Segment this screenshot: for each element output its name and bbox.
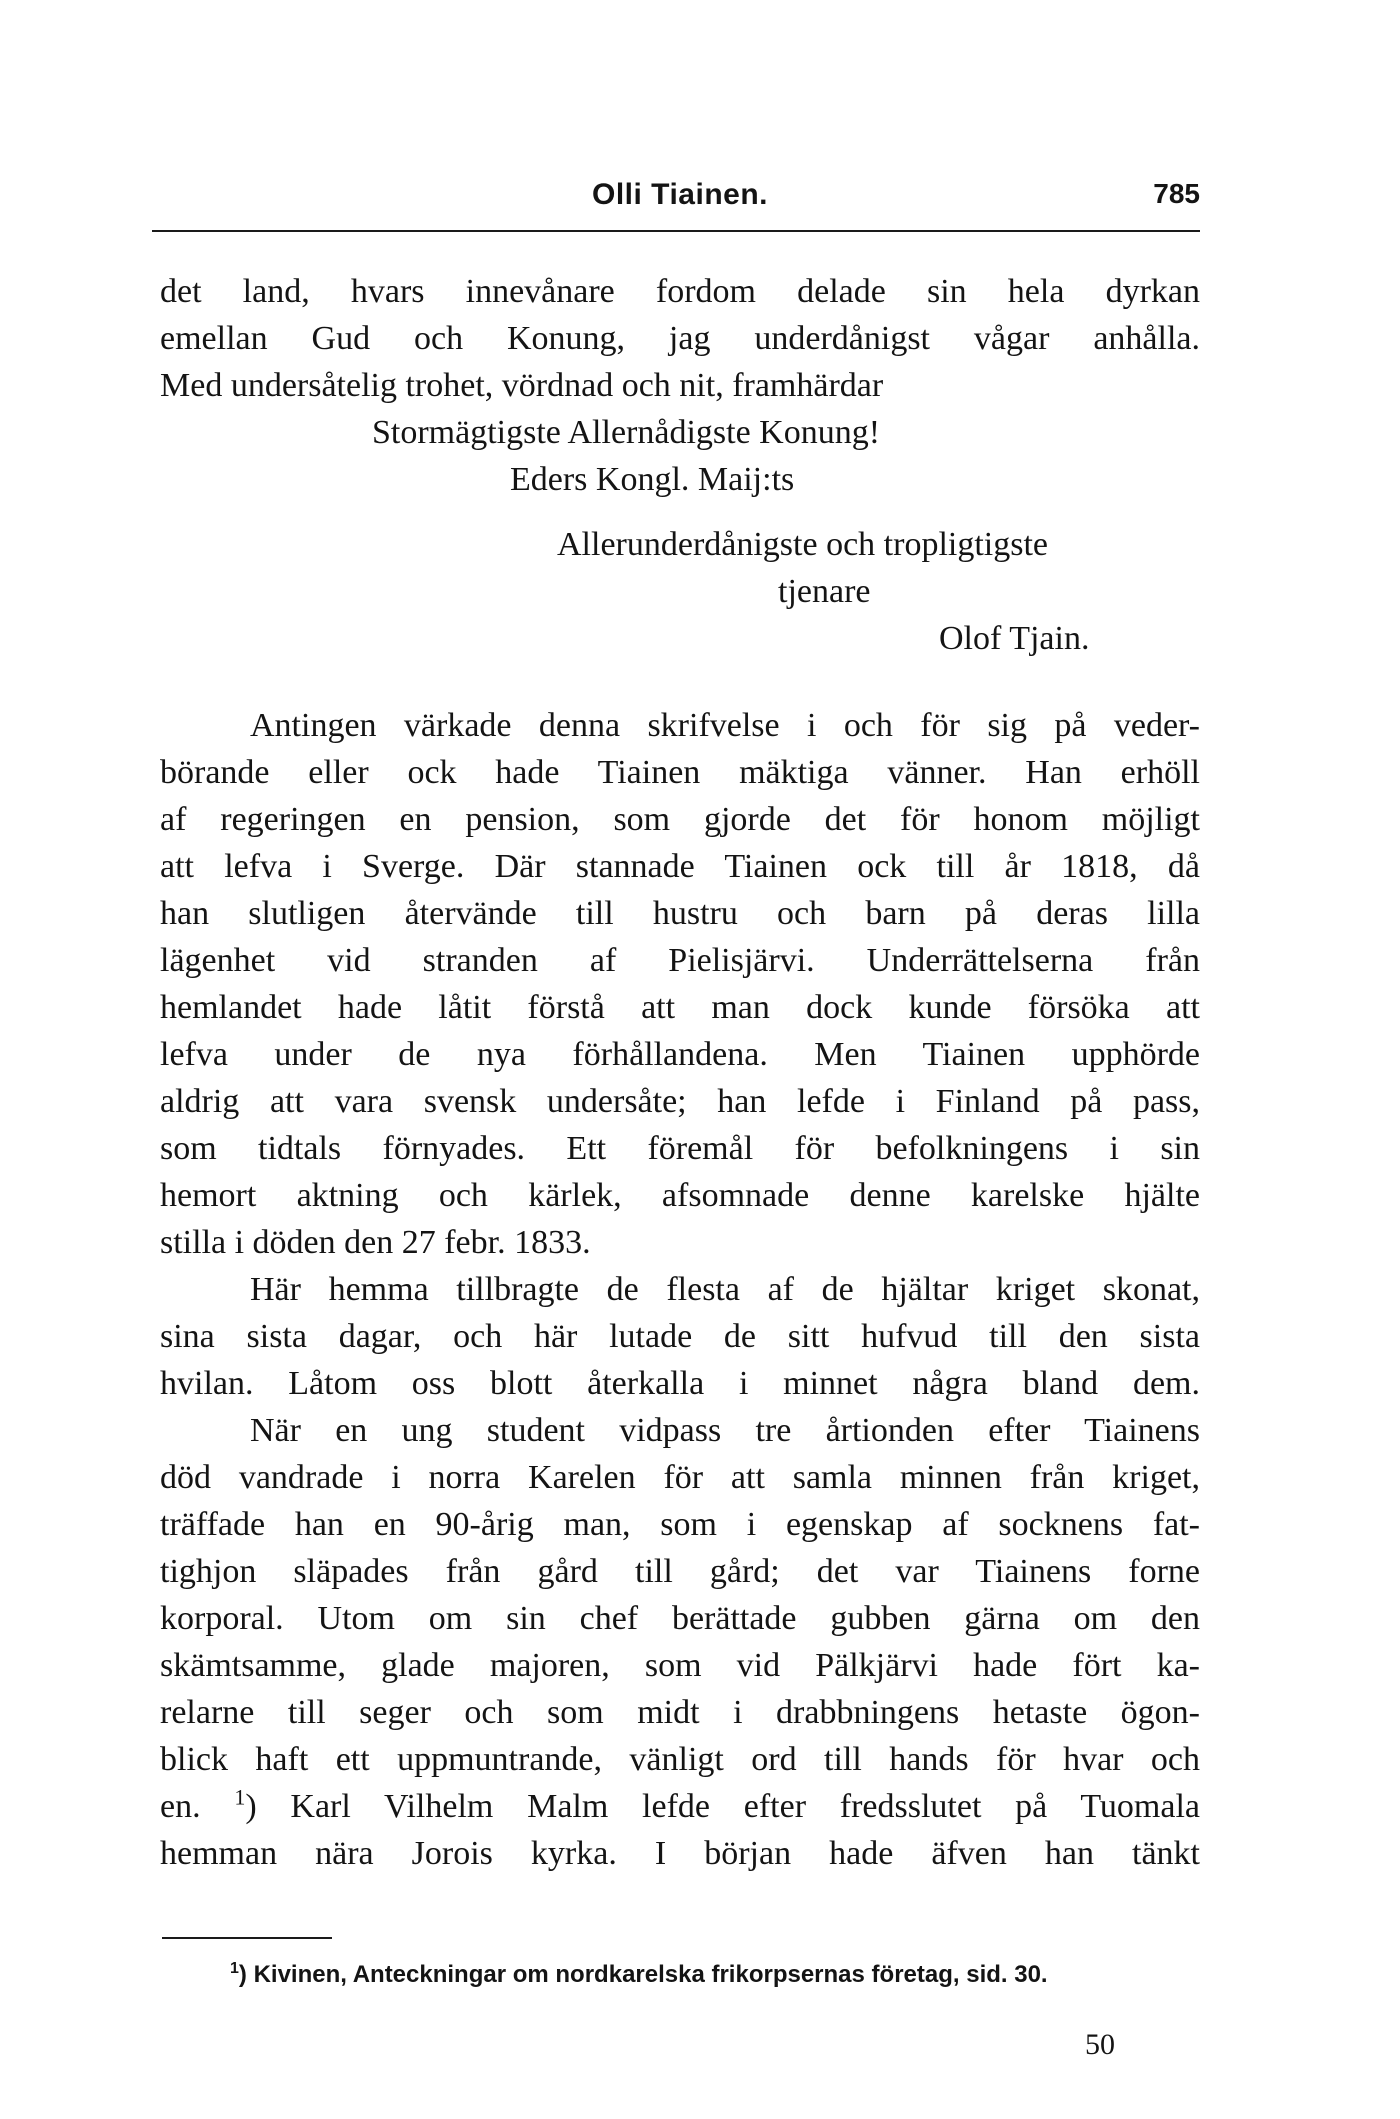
text-line: skämtsamme, glade majoren, som vid Pälkjärvi hade fört ka- [160,1647,1200,1684]
text-line: stilla i döden den 27 febr. 1833. [160,1224,591,1261]
text-line: af regeringen en pension, som gjorde det för honom möjligt [160,801,1200,838]
text-line: död vandrade i norra Karelen för att samla minnen från kriget, [160,1459,1200,1496]
closing-line: Allerunderdånigste och tropligtigste [557,526,1048,563]
text-line: som tidtals förnyades. Ett föremål för befolkningens i sin [160,1130,1200,1167]
text-line: lägenhet vid stranden af Pielisjärvi. Underrättelserna från [160,942,1200,979]
footnote-ref: 1 [234,1784,246,1810]
footnote-rule [162,1937,332,1939]
text-line: lefva under de nya förhållandena. Men Tiainen upphörde [160,1036,1200,1073]
text-line: tighjon släpades från gård till gård; det var Tiainens forne [160,1553,1200,1590]
text-fragment: ) Karl Vilhelm Malm lefde efter fredsslutet på Tuomala [245,1788,1201,1825]
text-line: träffade han en 90-årig man, som i egenskap af socknens fat- [160,1506,1200,1543]
printer-signature-mark: 50 [1085,2028,1115,2061]
text-line: sina sista dagar, och här lutade de sitt hufvud till den sista [160,1318,1200,1355]
text-line: emellan Gud och Konung, jag underdånigst vågar anhålla. [160,320,1200,357]
page-number: 785 [1153,178,1200,209]
closing-line: tjenare [778,573,871,610]
text-line: hemlandet hade låtit förstå att man dock kunde försöka att [160,989,1200,1026]
text-line: Här hemma tillbragte de flesta af de hjältar kriget skonat, [250,1271,1200,1308]
text-line: När en ung student vidpass tre årtionden efter Tiainens [250,1412,1200,1449]
footnote [230,1960,1210,1989]
text-line: börande eller ock hade Tiainen mäktiga vänner. Han erhöll [160,754,1200,791]
text-line: hemort aktning och kärlek, afsomnade denne karelske hjälte [160,1177,1200,1214]
text-line: det land, hvars innevånare fordom delade sin hela dyrkan [160,273,1200,310]
text-line: korporal. Utom om sin chef berättade gubben gärna om den [160,1600,1200,1637]
running-head [160,178,1200,218]
footnote-mark: 1 [230,1960,239,1977]
salutation-line: Stormägtigste Allernådigste Konung! [372,414,881,451]
text-fragment: en. [160,1788,235,1825]
text-line: att lefva i Sverge. Där stannade Tiainen ock till år 1818, då [160,848,1200,885]
text-line: han slutligen återvände till hustru och barn på deras lilla [160,895,1200,932]
text-line: blick haft ett uppmuntrande, vänligt ord till hands för hvar och [160,1741,1200,1778]
text-line: Med undersåtelig trohet, vördnad och nit, framhärdar [160,367,884,404]
body-text [160,268,1200,1877]
text-line: hvilan. Låtom oss blott återkalla i minnet några bland dem. [160,1365,1200,1402]
salutation-line: Eders Kongl. Maij:ts [510,461,795,498]
signature-name: Olof Tjain. [939,620,1090,657]
header-rule [152,230,1200,232]
text-line: relarne till seger och som midt i drabbningens hetaste ögon- [160,1694,1200,1731]
running-head-title: Olli Tiainen. [592,178,768,211]
text-line: aldrig att vara svensk undersåte; han lefde i Finland på pass, [160,1083,1200,1120]
footnote-text: ) Kivinen, Anteckningar om nordkarelska frikorpsernas företag, sid. 30. [238,1961,1048,1988]
text-line: Antingen värkade denna skrifvelse i och för sig på veder- [250,707,1200,744]
text-line-with-footnote-ref [160,1783,1200,1830]
text-line: hemman nära Jorois kyrka. I början hade äfven han tänkt [160,1835,1200,1872]
